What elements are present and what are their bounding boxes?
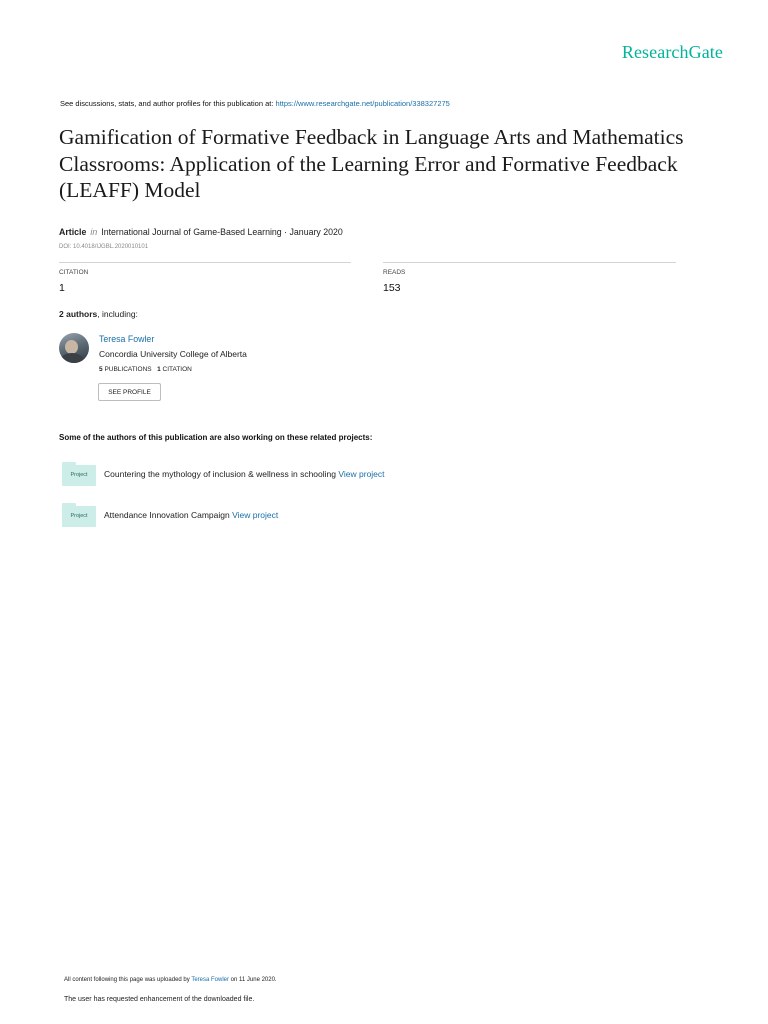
discussion-text: See discussions, stats, and author profiles for this publication at: <box>60 99 276 108</box>
upload-suffix: on 11 June 2020. <box>229 977 277 983</box>
researchgate-logo[interactable]: ResearchGate <box>621 42 723 62</box>
author-name-link[interactable]: Teresa Fowler <box>99 334 155 344</box>
avatar-face <box>65 340 78 354</box>
project-title: Countering the mythology of inclusion & wellness in schooling <box>104 469 336 479</box>
author-stats <box>99 366 192 373</box>
author-avatar[interactable] <box>59 333 89 363</box>
author-publications-count: 5 <box>99 366 103 373</box>
in-word: in <box>90 227 98 237</box>
authors-count: 2 authors <box>59 309 98 319</box>
enhancement-note: The user has requested enhancement of the downloaded file. <box>64 996 255 1003</box>
project-folder-icon <box>62 462 96 486</box>
publication-title: Gamification of Formative Feedback in Language Arts and Mathematics Classrooms: Application of the Learning Error and Formative Feedback (LEAFF) Model <box>59 125 684 202</box>
related-projects-heading: Some of the authors of this publication are also working on these related projects: <box>59 433 373 442</box>
citation-label: CITATION <box>59 269 89 276</box>
view-project-link[interactable]: View project <box>232 510 279 520</box>
uploader-link[interactable]: Teresa Fowler <box>191 977 229 983</box>
project-title: Attendance Innovation Campaign <box>104 510 230 520</box>
reads-label: READS <box>383 269 406 276</box>
publication-url-link[interactable]: https://www.researchgate.net/publication/338327275 <box>275 99 450 108</box>
divider-left <box>59 262 351 263</box>
avatar-shoulder <box>60 353 84 363</box>
upload-prefix: All content following this page was uploaded by <box>64 977 192 983</box>
publication-doi: DOI: 10.4018/IJGBL.2020010101 <box>59 244 149 250</box>
view-project-link[interactable]: View project <box>338 469 385 479</box>
project-folder-icon <box>62 503 96 527</box>
divider-right <box>383 262 676 263</box>
project-icon-label: Project <box>70 472 88 478</box>
see-profile-button[interactable]: SEE PROFILE <box>98 383 161 401</box>
authors-including: , including: <box>97 309 138 319</box>
publication-type: Article <box>59 227 87 237</box>
publication-meta <box>59 227 343 237</box>
upload-note <box>64 977 277 983</box>
author-citations-count: 1 <box>157 366 161 373</box>
author-citations-label: CITATION <box>162 366 192 373</box>
project-item <box>104 510 278 520</box>
author-publications-label: PUBLICATIONS <box>104 366 152 373</box>
author-institution: Concordia University College of Alberta <box>99 349 247 359</box>
project-item <box>104 469 385 479</box>
discussion-note <box>60 99 450 108</box>
reads-count: 153 <box>383 282 401 294</box>
project-icon-label: Project <box>70 513 88 519</box>
authors-heading <box>59 309 138 319</box>
citation-count: 1 <box>59 282 65 294</box>
publication-venue: International Journal of Game-Based Learning · January 2020 <box>101 227 343 237</box>
